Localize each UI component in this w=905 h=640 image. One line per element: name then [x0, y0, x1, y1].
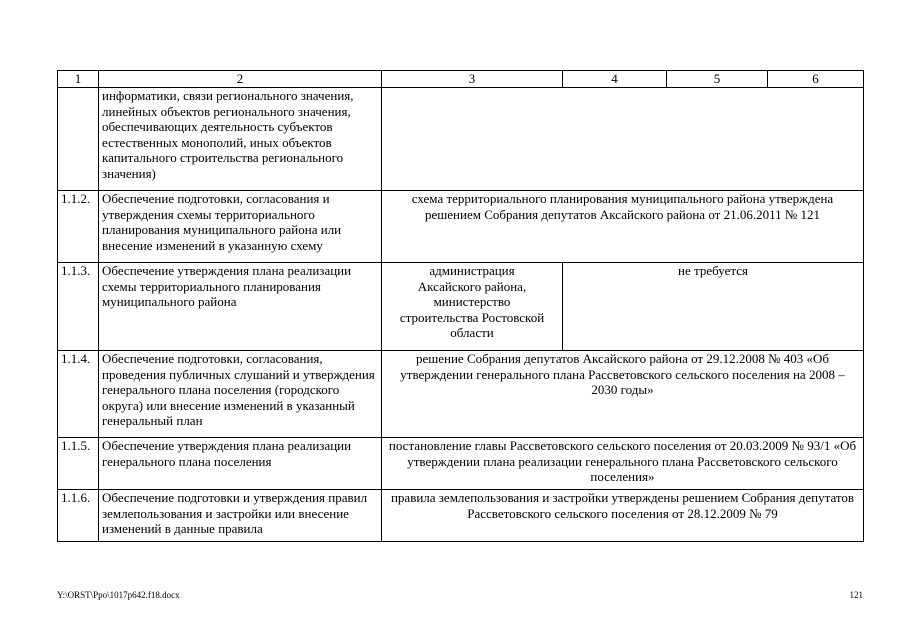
table-row: [58, 263, 864, 351]
result-cell: решение Собрания депутатов Аксайского района от 29.12.2008 № 403 «Об утверждении генерального плана Рассветовского сельского поселения на 2008 – 2030 годы»: [382, 351, 864, 438]
program-table: [57, 70, 864, 542]
task-cell: Обеспечение подготовки, согласования, проведения публичных слушаний и утверждения генерального плана поселения (городского округа) или внесение изменений в указанный генеральный план: [99, 351, 382, 438]
column-header: 5: [667, 71, 768, 88]
row-number: 1.1.3.: [58, 263, 99, 351]
table-row: [58, 88, 864, 191]
executor-cell: администрация Аксайского района, министерство строительства Ростовской области: [382, 263, 563, 351]
table-row: [58, 490, 864, 542]
row-number: 1.1.6.: [58, 490, 99, 542]
result-cell: постановление главы Рассветовского сельского поселения от 20.03.2009 № 93/1 «Об утверждении плана реализации генерального плана Рассветовского сельского поселения»: [382, 438, 864, 490]
row-number: [58, 88, 99, 191]
table-row: [58, 351, 864, 438]
result-cell: правила землепользования и застройки утверждены решением Собрания депутатов Рассветовского сельского поселения от 28.12.2009 № 79: [382, 490, 864, 542]
column-header: 4: [563, 71, 667, 88]
task-cell: Обеспечение утверждения плана реализации схемы территориального планирования муниципального района: [99, 263, 382, 351]
row-number: 1.1.5.: [58, 438, 99, 490]
result-cell: не требуется: [563, 263, 864, 351]
table-header-row: [58, 71, 864, 88]
column-header: 3: [382, 71, 563, 88]
task-cell: Обеспечение подготовки, согласования и утверждения схемы территориального планирования муниципального района или внесение изменений в указанную схему: [99, 191, 382, 263]
task-cell: Обеспечение утверждения плана реализации генерального плана поселения: [99, 438, 382, 490]
row-number: 1.1.4.: [58, 351, 99, 438]
result-cell: [382, 88, 864, 191]
footer-page-number: 121: [849, 590, 863, 600]
table-row: [58, 438, 864, 490]
task-cell: информатики, связи регионального значения, линейных объектов регионального значения, обеспечивающих деятельность субъектов естественных монополий, иных объектов капитального строительства регионального значения): [99, 88, 382, 191]
column-header: 6: [768, 71, 864, 88]
footer-file-path: Y:\ORST\Ppo\1017p642.f18.docx: [57, 590, 180, 600]
table-row: [58, 191, 864, 263]
column-header: 2: [99, 71, 382, 88]
task-cell: Обеспечение подготовки и утверждения правил землепользования и застройки или внесение изменений в данные правила: [99, 490, 382, 542]
result-cell: схема территориального планирования муниципального района утверждена решением Собрания депутатов Аксайского района от 21.06.2011 № 121: [382, 191, 864, 263]
row-number: 1.1.2.: [58, 191, 99, 263]
column-header: 1: [58, 71, 99, 88]
